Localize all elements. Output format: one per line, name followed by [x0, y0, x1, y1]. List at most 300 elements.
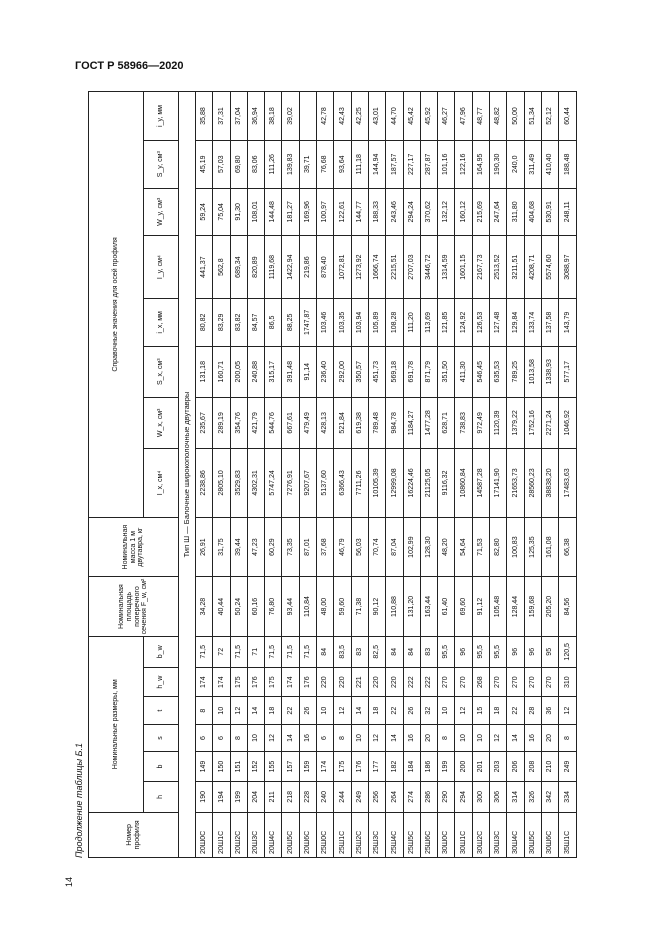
table-row [351, 92, 368, 858]
page-number: 14 [64, 876, 74, 887]
table-cell: 57,03 [213, 140, 230, 188]
table-cell: 59,60 [334, 577, 351, 636]
table-cell: 28 [524, 697, 541, 724]
table-cell: 577,17 [559, 346, 576, 397]
profile-number-cell: 25Ш4С [386, 812, 403, 857]
table-cell: 48,20 [438, 517, 455, 576]
table-row [196, 92, 213, 858]
table-cell: 101,16 [438, 140, 455, 188]
table-cell: 46,27 [438, 92, 455, 141]
table-cell: 235,67 [196, 397, 213, 448]
table-cell: 20 [541, 724, 558, 751]
table-cell: 111,18 [351, 140, 368, 188]
table-cell: 187,57 [386, 140, 403, 188]
table-cell: 1314,59 [438, 236, 455, 299]
table-cell: 39,02 [282, 92, 299, 141]
table-row [247, 92, 264, 858]
profile-number-cell: 30Ш4С [507, 812, 524, 857]
table-row [317, 92, 334, 858]
table-cell: 22 [386, 697, 403, 724]
table-cell: 289,19 [213, 397, 230, 448]
profile-number-cell: 25Ш0С [317, 812, 334, 857]
table-cell: 428,13 [317, 397, 334, 448]
profile-number-cell: 25Ш6С [420, 812, 437, 857]
table-cell: 3529,83 [230, 448, 247, 517]
table-cell: 39,44 [230, 517, 247, 576]
table-cell: 628,71 [438, 397, 455, 448]
table-cell: 243,46 [386, 188, 403, 236]
table-cell: 45,42 [403, 92, 420, 141]
table-cell: 204 [247, 781, 264, 812]
table-cell: 9116,32 [438, 448, 455, 517]
table-cell: 5747,24 [265, 448, 282, 517]
table-cell: 37,31 [213, 92, 230, 141]
table-cell: 83,06 [247, 140, 264, 188]
table-cell: 47,23 [247, 517, 264, 576]
subheader-h: h [144, 781, 179, 812]
subheader-iy-radius: i_y, мм [144, 92, 179, 141]
table-cell: 871,79 [420, 346, 437, 397]
header-nominal-dims: Номинальные размеры, мм [89, 636, 144, 812]
table-cell: 7711,26 [351, 448, 368, 517]
table-cell: 2707,03 [403, 236, 420, 299]
type-label-row: Тип Ш — Балочные широкополочные двутавры [179, 92, 196, 858]
table-cell: 294,24 [403, 188, 420, 236]
table-cell: 190 [196, 781, 213, 812]
table-cell: 9207,67 [299, 448, 316, 517]
table-cell: 83 [420, 636, 437, 667]
table-cell: 5574,60 [541, 236, 558, 299]
table-cell: 7276,91 [282, 448, 299, 517]
table-cell: 210 [541, 752, 558, 782]
table-row [299, 92, 316, 858]
table-cell: 270 [490, 667, 507, 697]
table-cell: 546,45 [472, 346, 489, 397]
table-cell: 1422,94 [282, 236, 299, 299]
table-cell: 157 [282, 752, 299, 782]
header-mass: Номинальная масса 1 м двутавра, кг [89, 517, 179, 576]
table-cell: 240,88 [247, 346, 264, 397]
table-cell: 96 [524, 636, 541, 667]
table-cell: 71,5 [282, 636, 299, 667]
table-cell: 184 [403, 752, 420, 782]
subheader-t: t [144, 697, 179, 724]
table-row [213, 92, 230, 858]
table-cell: 691,78 [403, 346, 420, 397]
table-cell: 3088,97 [559, 236, 576, 299]
table-cell: 311,49 [524, 140, 541, 188]
table-cell: 370,62 [420, 188, 437, 236]
table-cell: 71,38 [351, 577, 368, 636]
table-cell: 108,28 [386, 299, 403, 347]
table-cell: 174 [213, 667, 230, 697]
profile-number-cell: 30Ш5С [524, 812, 541, 857]
table-cell: 14587,28 [472, 448, 489, 517]
table-cell: 10 [247, 724, 264, 751]
table-cell: 270 [455, 667, 472, 697]
table-cell: 28560,23 [524, 448, 541, 517]
table-cell: 100,97 [317, 188, 334, 236]
table-cell: 1120,39 [490, 397, 507, 448]
table-cell: 71,5 [196, 636, 213, 667]
table-cell: 22 [507, 697, 524, 724]
table-cell: 249 [559, 752, 576, 782]
table-cell: 36,94 [247, 92, 264, 141]
table-cell: 124,92 [455, 299, 472, 347]
table-cell: 479,49 [299, 397, 316, 448]
subheader-ix-moment: I_x, см⁴ [144, 448, 179, 517]
table-cell: 1379,22 [507, 397, 524, 448]
table-cell: 122,61 [334, 188, 351, 236]
table-cell: 391,48 [282, 346, 299, 397]
table-cell: 351,50 [438, 346, 455, 397]
table-cell: 103,46 [317, 299, 334, 347]
document-title: ГОСТ Р 58966—2020 [75, 60, 184, 72]
table-cell: 91,30 [230, 188, 247, 236]
table-cell: 17483,63 [559, 448, 576, 517]
table-cell: 15 [472, 697, 489, 724]
table-row [438, 92, 455, 858]
table-cell: 2215,51 [386, 236, 403, 299]
table-cell: 789,25 [507, 346, 524, 397]
table-cell: 95,5 [472, 636, 489, 667]
table-cell: 306 [490, 781, 507, 812]
table-cell: 150 [213, 752, 230, 782]
table-cell: 71,5 [265, 636, 282, 667]
table-cell: 220 [386, 667, 403, 697]
table-row [524, 92, 541, 858]
table-cell: 244 [334, 781, 351, 812]
table-cell: 54,64 [455, 517, 472, 576]
table-cell: 44,70 [386, 92, 403, 141]
table-cell: 12 [455, 697, 472, 724]
table-cell: 137,58 [541, 299, 558, 347]
table-cell: 211 [265, 781, 282, 812]
table-cell: 40,44 [213, 577, 230, 636]
table-cell: 1338,93 [541, 346, 558, 397]
table-cell: 270 [524, 667, 541, 697]
table-cell: 314 [507, 781, 524, 812]
table-cell: 1752,16 [524, 397, 541, 448]
table-cell: 113,69 [420, 299, 437, 347]
table-cell: 290 [438, 781, 455, 812]
table-cell: 292,00 [334, 346, 351, 397]
table-cell: 14 [247, 697, 264, 724]
table-cell: 83,29 [213, 299, 230, 347]
table-cell: 84 [403, 636, 420, 667]
table-cell: 82,5 [368, 636, 385, 667]
table-cell: 76,80 [265, 577, 282, 636]
profile-number-cell: 20Ш1С [213, 812, 230, 857]
table-row [265, 92, 282, 858]
table-cell: 1072,81 [334, 236, 351, 299]
table-cell: 3446,72 [420, 236, 437, 299]
table-cell: 410,40 [541, 140, 558, 188]
table-cell: 121,85 [438, 299, 455, 347]
subheader-sx: S_x, см³ [144, 346, 179, 397]
table-row [334, 92, 351, 858]
table-cell: 249 [351, 781, 368, 812]
table-cell: 789,48 [368, 397, 385, 448]
subheader-hw: h_w [144, 667, 179, 697]
table-cell: 159 [299, 752, 316, 782]
table-cell: 174 [282, 667, 299, 697]
table-cell: 404,68 [524, 188, 541, 236]
profile-number-cell: 20Ш3С [247, 812, 264, 857]
table-cell: 108,01 [247, 188, 264, 236]
table-cell: 144,77 [351, 188, 368, 236]
table-cell: 18 [368, 697, 385, 724]
profile-number-cell: 20Ш2С [230, 812, 247, 857]
subheader-wx: W_x, см³ [144, 397, 179, 448]
table-cell: 32 [420, 697, 437, 724]
table-cell: 61,40 [438, 577, 455, 636]
table-cell: 12999,08 [386, 448, 403, 517]
profile-number-cell: 25Ш2С [351, 812, 368, 857]
table-cell: 2167,73 [472, 236, 489, 299]
table-cell: 1601,15 [455, 236, 472, 299]
table-cell: 2238,86 [196, 448, 213, 517]
table-cell: 286 [420, 781, 437, 812]
table-cell: 972,49 [472, 397, 489, 448]
table-cell: 20 [420, 724, 437, 751]
table-cell: 1477,28 [420, 397, 437, 448]
table-cell: 83 [351, 636, 368, 667]
table-row [541, 92, 558, 858]
table-cell: 635,53 [490, 346, 507, 397]
table-cell: 268 [472, 667, 489, 697]
table-cell: 270 [438, 667, 455, 697]
table-cell: 176 [247, 667, 264, 697]
table-cell: 102,99 [403, 517, 420, 576]
table-cell: 131,20 [403, 577, 420, 636]
table-cell: 159,68 [524, 577, 541, 636]
table-cell: 264 [386, 781, 403, 812]
table-cell: 82,80 [490, 517, 507, 576]
table-cell: 111,20 [403, 299, 420, 347]
subheader-bw: b_w [144, 636, 179, 667]
table-cell: 1013,58 [524, 346, 541, 397]
table-cell: 16 [299, 724, 316, 751]
table-cell: 199 [230, 781, 247, 812]
table-cell: 38838,20 [541, 448, 558, 517]
table-cell: 105,48 [490, 577, 507, 636]
table-cell: 521,84 [334, 397, 351, 448]
table-cell: 220 [317, 667, 334, 697]
table-cell: 37,04 [230, 92, 247, 141]
table-cell: 12 [368, 724, 385, 751]
subheader-sy: S_y, см³ [144, 140, 179, 188]
table-row [472, 92, 489, 858]
header-profile: Номер профиля [89, 812, 179, 857]
subheader-ix-radius: i_x, мм [144, 299, 179, 347]
table-cell: 8 [559, 724, 576, 751]
table-cell: 451,73 [368, 346, 385, 397]
table-cell: 105,89 [368, 299, 385, 347]
table-cell: 83,82 [230, 299, 247, 347]
table-cell: 878,40 [317, 236, 334, 299]
table-cell: 36 [541, 697, 558, 724]
table-cell: 738,83 [455, 397, 472, 448]
table-cell: 71 [247, 636, 264, 667]
table-cell: 100,83 [507, 517, 524, 576]
table-cell: 87,04 [386, 517, 403, 576]
table-cell: 326 [524, 781, 541, 812]
table-cell: 441,37 [196, 236, 213, 299]
table-cell: 47,96 [455, 92, 472, 141]
table-cell: 31,75 [213, 517, 230, 576]
table-cell: 48,00 [317, 577, 334, 636]
profile-number-cell: 20Ш5С [282, 812, 299, 857]
table-cell: 34,28 [196, 577, 213, 636]
table-cell: 84 [386, 636, 403, 667]
table-cell: 133,74 [524, 299, 541, 347]
profile-number-cell: 30Ш6С [541, 812, 558, 857]
table-cell: 51,34 [524, 92, 541, 141]
table-cell: 21125,05 [420, 448, 437, 517]
table-cell: 91,14 [299, 346, 316, 397]
table-cell: 8 [334, 724, 351, 751]
table-cell: 93,64 [334, 140, 351, 188]
table-cell: 14 [386, 724, 403, 751]
table-cell: 96 [507, 636, 524, 667]
profile-number-cell: 25Ш5С [403, 812, 420, 857]
table-cell: 10 [455, 724, 472, 751]
subheader-wy: W_y, см³ [144, 188, 179, 236]
header-reference: Справочные значения для осей профиля [89, 92, 144, 518]
table-cell: 6 [213, 724, 230, 751]
subheader-b: b [144, 752, 179, 782]
table-cell: 175 [230, 667, 247, 697]
table-cell: 8 [196, 697, 213, 724]
table-cell: 218 [282, 781, 299, 812]
table-cell: 96 [455, 636, 472, 667]
table-row [507, 92, 524, 858]
table-cell: 215,69 [472, 188, 489, 236]
table-cell: 10 [351, 724, 368, 751]
table-cell: 72 [213, 636, 230, 667]
table-cell: 287,87 [420, 140, 437, 188]
table-row [386, 92, 403, 858]
table-cell: 60,44 [559, 92, 576, 141]
table-cell: 14 [351, 697, 368, 724]
table-row [420, 92, 437, 858]
table-cell: 129,84 [507, 299, 524, 347]
table-cell: 10860,84 [455, 448, 472, 517]
table-cell: 16224,46 [403, 448, 420, 517]
table-row [403, 92, 420, 858]
table-cell: 12 [265, 724, 282, 751]
table-cell: 544,76 [265, 397, 282, 448]
table-cell: 188,48 [559, 140, 576, 188]
table-cell: 3211,51 [507, 236, 524, 299]
table-cell: 8 [438, 724, 455, 751]
table-cell: 52,12 [541, 92, 558, 141]
table-cell: 164,95 [472, 140, 489, 188]
table-cell: 562,8 [213, 236, 230, 299]
table-cell: 26 [403, 697, 420, 724]
table-cell: 26,91 [196, 517, 213, 576]
profile-number-cell: 25Ш1С [334, 812, 351, 857]
table-cell: 17141,90 [490, 448, 507, 517]
table-cell: 16 [403, 724, 420, 751]
table-cell: 132,12 [438, 188, 455, 236]
table-cell: 110,84 [299, 577, 316, 636]
table-cell: 59,24 [196, 188, 213, 236]
table-cell: 45,92 [420, 92, 437, 141]
table-cell: 1273,92 [351, 236, 368, 299]
table-cell: 14 [282, 724, 299, 751]
table-cell: 42,78 [317, 92, 334, 141]
table-cell: 350,57 [351, 346, 368, 397]
rotated-table-region [74, 91, 598, 858]
table-cell: 4208,71 [524, 236, 541, 299]
table-cell: 42,43 [334, 92, 351, 141]
table-cell: 206 [507, 752, 524, 782]
table-cell: 256 [368, 781, 385, 812]
table-cell: 1119,68 [265, 236, 282, 299]
table-cell: 91,12 [472, 577, 489, 636]
table-cell: 174 [196, 667, 213, 697]
table-cell: 1046,92 [559, 397, 576, 448]
table-cell: 120,5 [559, 636, 576, 667]
table-cell: 984,78 [386, 397, 403, 448]
table-cell: 174 [317, 752, 334, 782]
table-cell: 60,29 [265, 517, 282, 576]
table-cell: 222 [420, 667, 437, 697]
table-cell: 186 [420, 752, 437, 782]
table-cell: 26 [299, 697, 316, 724]
table-cell: 73,35 [282, 517, 299, 576]
profile-number-cell: 30Ш3С [490, 812, 507, 857]
table-cell: 10 [317, 697, 334, 724]
table-cell: 160,71 [213, 346, 230, 397]
table-cell: 127,48 [490, 299, 507, 347]
table-cell: 10105,39 [368, 448, 385, 517]
table-cell: 1184,27 [403, 397, 420, 448]
table-cell: 270 [507, 667, 524, 697]
table-cell: 149 [196, 752, 213, 782]
table-cell: 39,71 [299, 140, 316, 188]
table-cell: 334 [559, 781, 576, 812]
table-cell: 175 [334, 752, 351, 782]
table-cell: 2513,52 [490, 236, 507, 299]
table-cell: 18 [265, 697, 282, 724]
table-cell [299, 92, 316, 141]
table-cell: 131,18 [196, 346, 213, 397]
table-cell: 2271,24 [541, 397, 558, 448]
table-cell: 95,5 [490, 636, 507, 667]
table-cell: 95,5 [438, 636, 455, 667]
table-cell: 103,35 [334, 299, 351, 347]
table-cell: 188,33 [368, 188, 385, 236]
table-cell: 70,74 [368, 517, 385, 576]
table-cell: 80,82 [196, 299, 213, 347]
table-cell: 50,24 [230, 577, 247, 636]
table-cell: 128,30 [420, 517, 437, 576]
table-cell: 151 [230, 752, 247, 782]
table-cell: 87,01 [299, 517, 316, 576]
table-cell: 176 [299, 667, 316, 697]
table-cell: 175 [265, 667, 282, 697]
table-cell: 227,17 [403, 140, 420, 188]
table-cell: 248,11 [559, 188, 576, 236]
table-cell: 46,79 [334, 517, 351, 576]
table-cell: 236,40 [317, 346, 334, 397]
table-cell: 103,94 [351, 299, 368, 347]
table-cell: 50,00 [507, 92, 524, 141]
table-cell: 12 [490, 724, 507, 751]
